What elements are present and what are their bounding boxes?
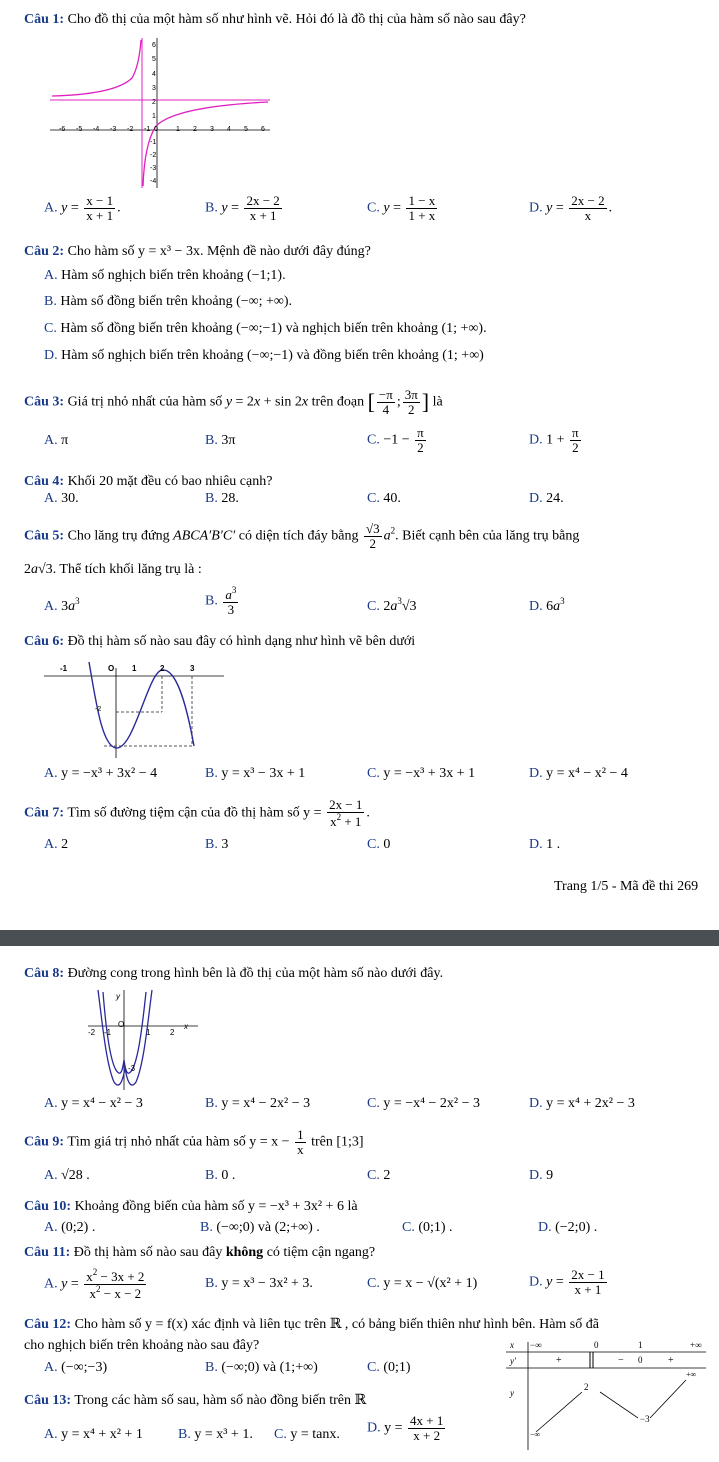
q1-option-a[interactable]: A. y = $\frac{x - 1}{x + 1}$ . [44,193,121,223]
q12-option-a[interactable]: A. (−∞;−3) [44,1360,108,1375]
option-letter: B. [205,1096,218,1111]
option-letter: D. [529,1168,543,1183]
q11-option-b[interactable]: B. y = x³ − 3x² + 3. [205,1276,313,1291]
q11-option-a[interactable]: A. y = $\frac{x^2 - 3x + 2}{x^2 - x - 2}$ [44,1267,145,1301]
option-letter: D. [44,348,58,363]
q1-tick-y: -1 [150,139,157,146]
q6-option-a[interactable]: A. y = −x³ + 3x² − 4 [44,766,158,781]
q5-line: Câu 5: Cho lăng trụ đứng ABCA′B′C′ có diện tích đáy bằng $\frac{√3}{2}$ $a^2$. Biết cạnh bên của lăng trụ bằng [24,521,580,551]
q9-line: Câu 9: Tìm giá trị nhỏ nhất của hàm số y = x − $\frac{1}{x}$ trên [1;3] [24,1127,364,1157]
option-letter: B. [205,837,218,852]
option-letter: A. [44,1220,58,1235]
q5-line2: 2a√3. Thể tích khối lăng trụ là : [24,562,202,577]
q2-option-c[interactable]: C. Hàm số đồng biến trên khoảng (−∞;−1) và nghịch biến trên khoảng (1; +∞). [44,321,487,336]
q4-option-c[interactable]: C. 40. [367,491,401,506]
q9-option-c[interactable]: C. 2 [367,1168,391,1183]
option-letter: C. [367,491,380,506]
q7-line: Câu 7: Tìm số đường tiệm cận của đồ thị hàm số y = $\frac{2x - 1}{x^2 + 1}$ . [24,797,370,829]
q1-tick-x: 3 [210,126,214,133]
q12-option-b[interactable]: B. (−∞;0) và (1;+∞) [205,1360,318,1375]
q10-option-c[interactable]: C. (0;1) . [402,1220,453,1235]
q3-option-a[interactable]: A. π [44,433,69,448]
q1-tick-x: 5 [244,126,248,133]
q13-option-d[interactable]: D. y = $\frac{4x + 1}{x + 2}$ [367,1413,444,1443]
q9-option-a[interactable]: A. √28 . [44,1168,90,1183]
q10-line: Câu 10: Khoảng đồng biến của hàm số y = −x³ + 3x² + 6 là [24,1199,358,1214]
q5-option-b[interactable]: B. $\frac{a^3}{3}$ [205,585,237,617]
q1-tick-x: -3 [110,126,117,133]
q1-tick-x: -4 [93,126,100,133]
q5-option-a[interactable]: A. $3a^3$ [44,596,80,614]
q1-tick-x: 2 [193,126,197,133]
option-letter: A. [44,1360,58,1375]
q1-tick-y: -3 [150,165,157,172]
q1-tick-y: -4 [150,178,157,185]
q5-option-c[interactable]: C. $2a^3√3$ [367,596,417,614]
option-letter: A. [44,433,58,448]
option-letter: D. [529,491,543,506]
q3-option-d[interactable]: D. 1 + $\frac{\pi}{2}$ [529,425,579,455]
q7-option-b[interactable]: B. 3 [205,837,229,852]
q1-line [24,12,526,28]
q6-option-d[interactable]: D. y = x⁴ − x² − 4 [529,766,628,781]
option-letter: B. [200,1220,213,1235]
q1-tick-x: 6 [261,126,265,133]
q10-option-a[interactable]: A. (0;2) . [44,1220,96,1235]
q1-tick-y: 5 [152,56,156,63]
q1-option-c[interactable]: C. y = $\frac{1 - x}{1 + x}$ [367,193,436,223]
q11-line: Câu 11: Đồ thị hàm số nào sau đây không có tiệm cận ngang? [24,1245,376,1260]
q1-tick-x: 4 [227,126,231,133]
q13-option-a[interactable]: A. y = x⁴ + x² + 1 [44,1427,143,1442]
q1-label: Câu 1: [24,12,65,27]
option-letter: C. [367,1360,380,1375]
option-letter: A. [44,1168,58,1183]
q6-option-c[interactable]: C. y = −x³ + 3x + 1 [367,766,476,781]
q2-option-b[interactable]: B. Hàm số đồng biến trên khoảng (−∞; +∞). [44,294,293,309]
q1-tick-x: -1 [144,126,151,133]
q13-line: Câu 13: Trong các hàm số sau, hàm số nào đồng biến trên ℝ [24,1393,367,1408]
q11-option-c[interactable]: C. y = x − √(x² + 1) [367,1276,478,1291]
page-separator [0,930,719,946]
q1-tick-y: 1 [152,113,156,120]
page-footer: Trang 1/5 - Mã đề thi 269 [554,879,699,894]
option-letter: D. [538,1220,552,1235]
q10-option-b[interactable]: B. (−∞;0) và (2;+∞) . [200,1220,320,1235]
q13-option-c[interactable]: C. y = tanx. [274,1427,340,1442]
q8-line: Câu 8: Đường cong trong hình bên là đồ thị của một hàm số nào dưới đây. [24,966,444,981]
q1-tick-y: 6 [152,42,156,49]
q1-tick-x: -6 [59,126,66,133]
q4-option-d[interactable]: D. 24. [529,491,564,506]
q1-option-b[interactable]: B. y = $\frac{2x - 2}{x + 1}$ [205,193,280,223]
q9-option-d[interactable]: D. 9 [529,1168,554,1183]
q10-option-d[interactable]: D. (−2;0) . [538,1220,598,1235]
q12-option-c[interactable]: C. (0;1) [367,1360,411,1375]
option-letter: C. [367,837,380,852]
q8-option-b[interactable]: B. y = x⁴ − 2x² − 3 [205,1096,311,1111]
q3-option-b[interactable]: B. 3π [205,433,236,448]
option-letter: C. [274,1427,287,1442]
q4-line: Câu 4: Khối 20 mặt đều có bao nhiêu cạnh? [24,474,273,489]
option-letter: B. [205,1276,218,1291]
q2-option-a[interactable]: A. Hàm số nghịch biến trên khoảng (−1;1). [44,268,286,283]
q7-option-c[interactable]: C. 0 [367,837,391,852]
q2-line [24,244,371,260]
q8-option-a[interactable]: A. y = x⁴ − x² − 3 [44,1096,143,1111]
q2-option-d[interactable]: D. Hàm số nghịch biến trên khoảng (−∞;−1) và đồng biến trên khoảng (1; +∞) [44,348,484,363]
q1-graph [50,38,270,188]
option-letter: D. [529,837,543,852]
option-letter: B. [205,1168,218,1183]
option-letter: B. [205,433,218,448]
q2-text: Cho hàm số y = x³ − 3x. Mệnh đề nào dưới đây đúng? [67,244,371,259]
option-letter: D. [529,766,543,781]
option-letter: C. [402,1220,415,1235]
q1-tick-x: -5 [76,126,83,133]
q2-label: Câu 2: [24,244,65,259]
q3-option-c[interactable]: C. −1 − $\frac{\pi}{2}$ [367,425,424,455]
option-letter: A. [44,491,58,506]
option-letter: C. [367,1168,380,1183]
q1-tick-y: 4 [152,71,156,78]
q1-tick-y: 2 [152,99,156,106]
option-letter: C. [367,1096,380,1111]
q6-line: Câu 6: Đồ thị hàm số nào sau đây có hình dạng như hình vẽ bên dưới [24,634,416,649]
q1-text: Cho đồ thị của một hàm số như hình vẽ. Hỏi đó là đồ thị của hàm số nào sau đây? [67,12,526,27]
q8-graph [88,990,198,1090]
q3-line: Câu 3: Giá trị nhỏ nhất của hàm số y = 2x + sin 2x trên đoạn [ $\frac{-\pi}{4}$ ; $\frac{3\pi}{2}$ ] là [24,387,443,417]
option-letter: A. [44,1096,58,1111]
option-letter: B. [205,1360,218,1375]
q8-option-d[interactable]: D. y = x⁴ + 2x² − 3 [529,1096,635,1111]
option-letter: B. [205,491,218,506]
q12-line2: cho nghịch biến trên khoảng nào sau đây? [24,1338,260,1353]
option-letter: B. [178,1427,191,1442]
q6-graph [44,662,224,758]
option-letter: C. [44,321,57,336]
q4-option-a[interactable]: A. 30. [44,491,79,506]
q9-option-b[interactable]: B. 0 . [205,1168,236,1183]
q4-option-b[interactable]: B. 28. [205,491,239,506]
option-letter: C. [367,1276,380,1291]
q1-tick-y: -2 [150,152,157,159]
option-letter: A. [44,1427,58,1442]
q6-option-b[interactable]: B. y = x³ − 3x + 1 [205,766,306,781]
q1-tick-x: 0 [154,126,158,133]
q8-option-c[interactable]: C. y = −x⁴ − 2x² − 3 [367,1096,481,1111]
option-letter: C. [367,766,380,781]
option-letter: D. [529,1096,543,1111]
q7-option-a[interactable]: A. 2 [44,837,69,852]
option-letter: A. [44,766,58,781]
q11-option-d[interactable]: D. y = $\frac{2x - 1}{x + 1}$ [529,1267,605,1297]
option-letter: B. [44,294,57,309]
q12-line: Câu 12: Cho hàm số y = f(x) xác định và liên tục trên ℝ , có bảng biến thiên như hình bên. Hàm số đã [24,1317,599,1332]
option-letter: A. [44,268,58,283]
q1-tick-y: 3 [152,85,156,92]
q7-option-d[interactable]: D. 1 . [529,837,561,852]
q1-tick-x: -2 [127,126,134,133]
q1-option-d[interactable]: D. y = $\frac{2x - 2}{x}$ . [529,193,613,223]
option-letter: B. [205,766,218,781]
option-letter: A. [44,837,58,852]
q1-tick-x: 1 [176,126,180,133]
q13-option-b[interactable]: B. y = x³ + 1. [178,1427,253,1442]
q5-option-d[interactable]: D. $6a^3$ [529,596,565,614]
